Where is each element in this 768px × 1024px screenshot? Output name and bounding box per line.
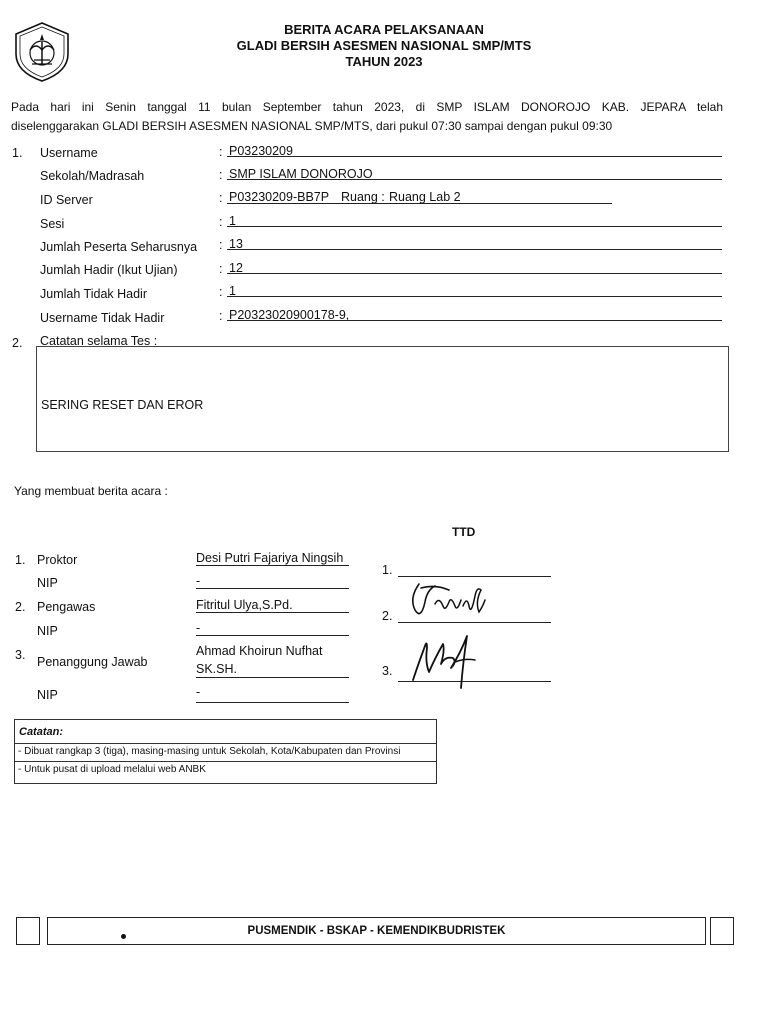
signer-name-underline [196, 612, 349, 613]
field-colon: : [219, 238, 223, 252]
room-value: Ruang Lab 2 [389, 190, 461, 204]
catatan-title: Catatan: [19, 726, 64, 738]
nip-underline [196, 588, 349, 589]
intro-line1: Pada hari ini Senin tanggal 11 bulan September tahun 2023, di SMP ISLAM DONOROJO KAB. JEPARA telah [11, 100, 723, 114]
catatan-box [14, 719, 437, 784]
nip-label: NIP [37, 624, 58, 638]
field-value: P03230209 [229, 144, 293, 158]
signer-role: Penanggung Jawab [37, 655, 148, 669]
field-underline [227, 226, 722, 227]
sign-number: 3. [382, 664, 393, 678]
document-title-line2: GLADI BERSIH ASESMEN NASIONAL SMP/MTS [236, 38, 532, 53]
signature-pengawas [405, 576, 495, 626]
field-colon: : [219, 285, 223, 299]
field-underline [227, 296, 722, 297]
nip-label: NIP [37, 576, 58, 590]
field-label: Username Tidak Hadir [40, 311, 165, 325]
field-underline [227, 179, 722, 180]
field-value: P20323020900178-9, [229, 308, 350, 322]
catatan-item: - Dibuat rangkap 3 (tiga), masing-masing untuk Sekolah, Kota/Kabupaten dan Provinsi [15, 743, 436, 761]
signer-name-underline [196, 565, 349, 566]
sign-number: 2. [382, 609, 393, 623]
field-label: Jumlah Hadir (Ikut Ujian) [40, 263, 178, 277]
catatan-item: - Untuk pusat di upload melalui web ANBK [15, 761, 436, 779]
footer-right-square [710, 917, 734, 945]
signer-number: 2. [15, 600, 26, 614]
document-title-line1: BERITA ACARA PELAKSANAAN [284, 22, 484, 37]
field-underline [227, 156, 722, 157]
room-label: Ruang : [341, 190, 385, 204]
field-underline [227, 320, 722, 321]
footer-dot [121, 934, 126, 939]
section1-number: 1. [12, 146, 23, 160]
signer-name: Fitritul Ulya,S.Pd. [196, 598, 293, 612]
nip-underline [196, 635, 349, 636]
signature-penanggung-jawab [405, 628, 495, 692]
sign-number: 1. [382, 563, 393, 577]
section2-number: 2. [12, 336, 23, 350]
field-label: Sesi [40, 217, 65, 231]
footer-left-square [16, 917, 40, 945]
field-value: SMP ISLAM DONOROJO [229, 167, 373, 181]
field-colon: : [219, 145, 223, 159]
signer-name-line2: SK.SH. [196, 662, 237, 676]
signers-intro: Yang membuat berita acara : [14, 484, 168, 498]
field-value: P03230209-BB7P [229, 190, 330, 204]
nip-value: - [196, 574, 201, 588]
document-title-line3: TAHUN 2023 [345, 54, 423, 69]
signer-role: Proktor [37, 553, 78, 567]
test-notes-box [36, 346, 729, 452]
field-colon: : [219, 191, 223, 205]
field-value: 12 [229, 261, 243, 275]
field-underline [227, 273, 722, 274]
footer-text: PUSMENDIK - BSKAP - KEMENDIKBUDRISTEK [247, 925, 506, 937]
field-colon: : [219, 215, 223, 229]
signer-name: Desi Putri Fajariya Ningsih [196, 551, 344, 565]
field-label: Jumlah Peserta Seharusnya [40, 240, 198, 254]
signer-role: Pengawas [37, 600, 96, 614]
nip-value: - [196, 685, 201, 699]
signer-name-line1: Ahmad Khoirun Nufhat [196, 644, 323, 658]
ttd-label: TTD [452, 525, 476, 539]
field-colon: : [219, 168, 223, 182]
signer-number: 3. [15, 648, 26, 662]
intro-line2: diselenggarakan GLADI BERSIH ASESMEN NASIONAL SMP/MTS, dari pukul 07:30 sampai dengan pukul 09:30 [11, 119, 613, 133]
section2-label: Catatan selama Tes : [40, 334, 158, 348]
field-label: Sekolah/Madrasah [40, 169, 145, 183]
field-label: Username [40, 146, 98, 160]
test-notes-text: SERING RESET DAN EROR [41, 398, 204, 412]
footer-bar [47, 917, 706, 945]
field-value: 13 [229, 237, 243, 251]
field-label: ID Server [40, 193, 93, 207]
field-label: Jumlah Tidak Hadir [40, 287, 147, 301]
nip-label: NIP [37, 688, 58, 702]
field-underline [227, 203, 612, 204]
signer-name-underline [196, 677, 349, 678]
nip-value: - [196, 621, 201, 635]
field-value: 1 [229, 284, 236, 298]
nip-underline [196, 702, 349, 703]
field-underline [227, 249, 722, 250]
field-colon: : [219, 262, 223, 276]
field-colon: : [219, 309, 223, 323]
signer-number: 1. [15, 553, 26, 567]
field-value: 1 [229, 214, 236, 228]
